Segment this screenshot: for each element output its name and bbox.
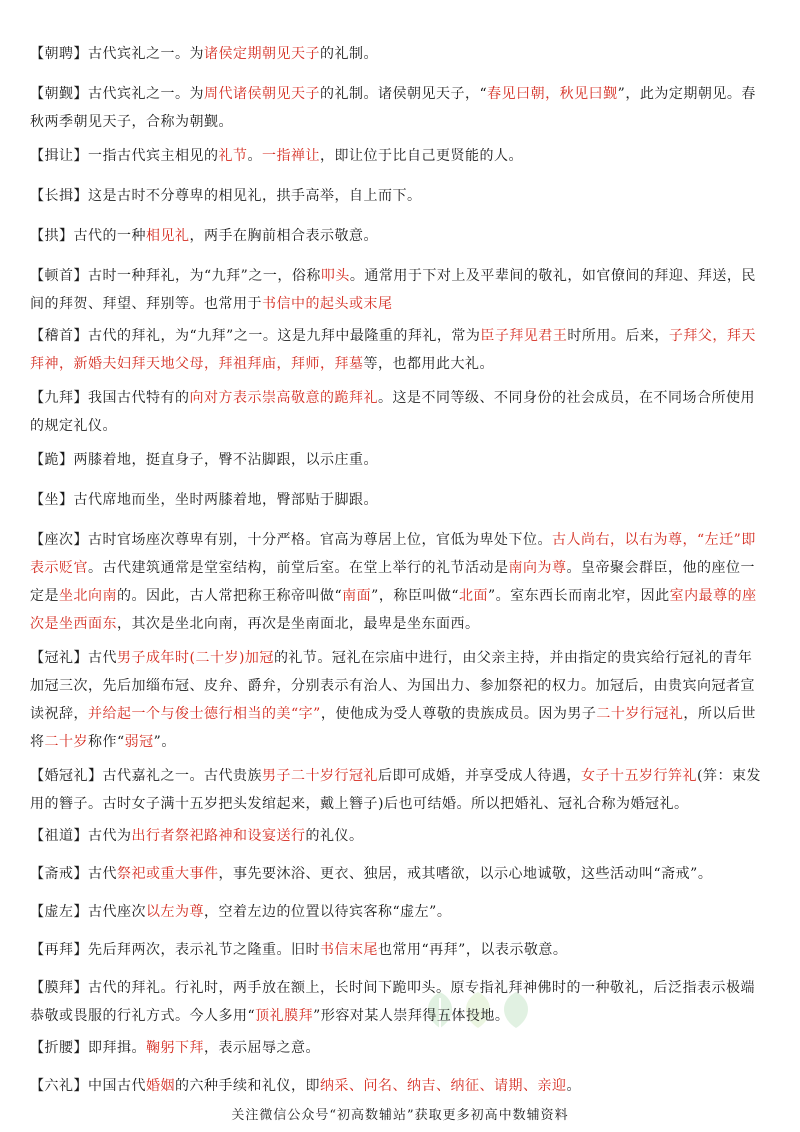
highlighted-term: 臣子拜见君王 [480, 328, 568, 344]
entry-text: 的六种手续和礼仪，即 [175, 1078, 320, 1094]
highlighted-term: 南面 [342, 588, 372, 604]
entry-text: 等，也都用此大礼。 [363, 356, 494, 372]
glossary-entry [30, 526, 762, 638]
entry-text-lead: 【虚左】古代座次 [30, 904, 146, 920]
glossary-entry [30, 644, 762, 756]
glossary-entry [30, 262, 762, 318]
entry-text-lead: 【冠礼】古代 [30, 650, 117, 666]
glossary-entry [30, 142, 762, 170]
highlighted-term: 二十岁行冠礼 [596, 706, 684, 722]
entry-text: ，表示屈辱之意。 [204, 1040, 320, 1056]
entry-text-lead: 【六礼】中国古代 [30, 1078, 146, 1094]
glossary-entry [30, 1034, 762, 1062]
entry-text-lead: 【坐】古代席地而坐，坐时两膝着地，臀部贴于脚跟。 [30, 492, 378, 508]
entry-text-lead: 【朝聘】古代宾礼之一。为 [30, 46, 204, 62]
highlighted-term: 出行者祭祀路神和设宴送行 [131, 828, 306, 844]
entry-text-lead: 【九拜】我国古代特有的 [30, 390, 190, 406]
entry-text: ”。室东西长而南北窄，因此 [488, 588, 670, 604]
highlighted-term: 诸侯定期朝见天子 [204, 46, 320, 62]
entry-text: 后即可成婚，并享受成人待遇， [378, 768, 581, 784]
highlighted-term: 顶礼膜拜 [255, 1008, 314, 1024]
highlighted-term: 婚姻 [146, 1078, 175, 1094]
entry-text-lead: 【膜拜】古代的拜礼。行礼时，两手放在额上，长时间下跪叩头。原专指礼拜神佛时的一种敬礼，后泛指表示极端恭敬或畏服的行礼方式。今人多用“ [30, 980, 755, 1024]
highlighted-term: 女子十五岁行笄礼 [581, 768, 697, 784]
highlighted-term: 书信中的起头或末尾 [262, 296, 393, 312]
entry-text: ，两手在胸前相合表示敬意。 [189, 228, 378, 244]
entry-text-lead: 【拱】古代的一种 [30, 228, 146, 244]
glossary-entry [30, 762, 762, 818]
highlighted-term: 男子成年时(二十岁)加冠 [117, 650, 274, 666]
glossary-entry [30, 1072, 762, 1100]
glossary-entry [30, 936, 762, 964]
entry-text: 的礼节。冠礼在宗庙中进行，由父亲主持，并由指定的贵宾给行冠礼的青年加冠三次，先后加缁布冠、皮弁、爵弁，分别表示有治人、为国出力、参加祭祀的权力。加冠后，由贵宾向冠者宣读祝辞， [30, 650, 755, 722]
entry-text-lead: 【再拜】先后拜两次，表示礼节之隆重。旧时 [30, 942, 320, 958]
glossary-entry [30, 80, 762, 136]
entry-text: ，事先要沐浴、更衣、独居，戒其嗜欲，以示心地诚敬，这些活动叫“斋戒”。 [218, 866, 713, 882]
glossary-entry [30, 898, 762, 926]
glossary-entry [30, 384, 762, 440]
glossary-entry [30, 822, 762, 850]
highlighted-term: 以左为尊 [146, 904, 204, 920]
entry-text: 也常用“再拜”，以表示敬意。 [378, 942, 568, 958]
entry-text: ”，此为定期朝见。春秋两季朝见天子，合称为朝觐。 [30, 86, 756, 130]
entry-text: 。皇帝聚会群臣，他的座位一定是 [30, 560, 755, 604]
highlighted-term: 弱冠 [124, 734, 154, 750]
highlighted-term: 并给起一个与俊士德行相当的美“字” [88, 706, 321, 722]
entry-text: (笄：束发用的簪子。古时女子满十五岁把头发绾起来，戴上簪子)后也可结婚。所以把婚礼、冠礼合称为婚冠礼。 [30, 768, 761, 812]
highlighted-term: 男子二十岁行冠礼 [262, 768, 378, 784]
highlighted-term: 南向为尊 [508, 560, 567, 576]
entry-text: 。 [247, 148, 262, 164]
highlighted-term: 春见曰朝，秋见曰觐 [487, 86, 618, 102]
entry-text-lead: 【斋戒】古代 [30, 866, 117, 882]
entry-text: 的礼仪。 [305, 828, 364, 844]
entry-text: 称作“ [88, 734, 125, 750]
entry-text: ，其次是坐北向南，再次是坐南面北，最卑是坐东面西。 [117, 616, 480, 632]
highlighted-term: 室内最尊的座次是坐西面东 [30, 588, 757, 632]
glossary-entry [30, 182, 762, 210]
entry-text: 。通常用于下对上及平辈间的敬礼，如官僚间的拜迎、拜送，民间的拜贺、拜望、拜别等。也常用于 [30, 268, 756, 312]
glossary-entry [30, 486, 762, 514]
entry-text: ”，称臣叫做“ [371, 588, 459, 604]
entry-text: ，所以后世将 [30, 706, 756, 750]
highlighted-term: 坐北向南 [59, 588, 117, 604]
entry-text: 时所用。后来， [567, 328, 669, 344]
glossary-entry [30, 40, 762, 68]
highlighted-term: 子拜父，拜天拜神，新婚夫妇拜天地父母，拜祖拜庙，拜师，拜墓 [30, 328, 756, 372]
entry-text-lead: 【长揖】这是古时不分尊卑的相见礼，拱手高举，自上而下。 [30, 188, 422, 204]
highlighted-term: 二十岁 [44, 734, 88, 750]
entry-text: 的礼制。诸侯朝见天子，“ [320, 86, 488, 102]
entry-text: 。古代建筑通常是堂室结构，前堂后室。在堂上举行的礼节活动是 [88, 560, 509, 576]
glossary-entry [30, 446, 762, 474]
entry-text-lead: 【祖道】古代为 [30, 828, 132, 844]
highlighted-term: 相见礼 [146, 228, 190, 244]
highlighted-term: 祭祀或重大事件 [117, 866, 219, 882]
glossary-entry [30, 974, 762, 1030]
entry-text: 的礼制。 [320, 46, 378, 62]
entry-text-lead: 【稽首】古代的拜礼，为“九拜”之一。这是九拜中最隆重的拜礼，常为 [30, 328, 481, 344]
highlighted-term: 书信末尾 [320, 942, 378, 958]
highlighted-term: 礼节 [218, 148, 248, 164]
entry-text-lead: 【座次】古时官场座次尊卑有别，十分严格。官高为尊居上位，官低为卑处下位。 [30, 532, 552, 548]
entry-text: ，使他成为受人尊敬的贵族成员。因为男子 [320, 706, 597, 722]
highlighted-term: 向对方表示崇高敬意的跪拜礼 [189, 390, 378, 406]
highlighted-term: 鞠躬下拜 [146, 1040, 204, 1056]
highlighted-term: 周代诸侯朝见天子 [204, 86, 320, 102]
highlighted-term: 北面 [459, 588, 488, 604]
entry-text: 。这是不同等级、不同身份的社会成员，在不同场合所使用的规定礼仪。 [30, 390, 755, 434]
entry-text-lead: 【跪】两膝着地，挺直身子，臀不沾脚跟，以示庄重。 [30, 452, 378, 468]
entry-text: 。 [566, 1078, 581, 1094]
page-footer: 关注微信公众号“初高数辅站”获取更多初高中数辅资料 [231, 1108, 569, 1123]
entry-text-lead: 【揖让】一指古代宾主相见的 [30, 148, 219, 164]
entry-text: ，空着左边的位置以待宾客称“虚左”。 [204, 904, 452, 920]
highlighted-term: 古人尚右，以右为尊，“左迁”即表示贬官 [30, 532, 756, 576]
glossary-entry [30, 860, 762, 888]
entry-text: 的。因此，古人常把称王称帝叫做“ [117, 588, 343, 604]
entry-text-lead: 【婚冠礼】古代嘉礼之一。古代贵族 [30, 768, 262, 784]
highlighted-term: 一指禅让 [262, 148, 320, 164]
glossary-entry [30, 222, 762, 250]
entry-text: ，即让位于比自己更贤能的人。 [320, 148, 523, 164]
entry-text-lead: 【朝觐】古代宾礼之一。为 [30, 86, 204, 102]
entry-text-lead: 【折腰】即拜揖。 [30, 1040, 146, 1056]
entry-text: ”。 [153, 734, 176, 750]
highlighted-term: 叩头 [320, 268, 350, 284]
entry-text-lead: 【顿首】古时一种拜礼，为“九拜”之一，俗称 [30, 268, 321, 284]
entry-text: ”形容对某人崇拜得五体投地。 [313, 1008, 510, 1024]
glossary-entry [30, 322, 762, 378]
highlighted-term: 纳采、问名、纳吉、纳征、请期、亲迎 [320, 1078, 567, 1094]
